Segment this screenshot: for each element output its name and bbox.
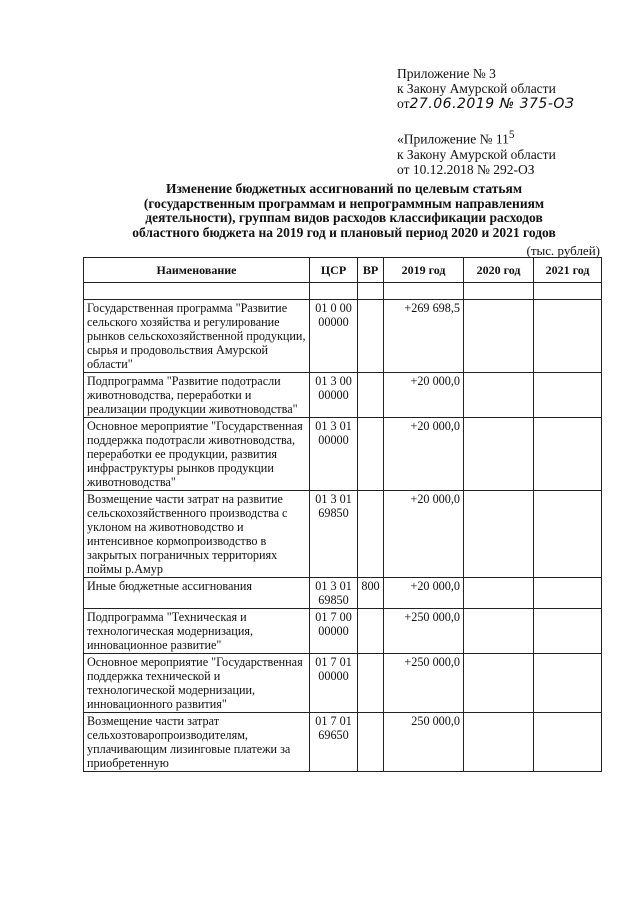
row-2021 [534,578,602,609]
appendix2-date: от 10.12.2018 № 292-ОЗ [397,161,535,177]
table-header-row [84,258,602,283]
units-label: (тыс. рублей) [526,243,600,258]
row-name: Подпрограмма "Развитие подотрасли животноводства, переработки и реализации продукции животноводства" [84,373,310,418]
row-vr [358,300,384,373]
row-2021 [534,609,602,654]
row-2020 [464,373,534,418]
row-2019: +250 000,0 [384,609,464,654]
row-name: Возмещение части затрат сельхозтоваропроизводителям, уплачивающим лизинговые платежи за приобретенную [84,713,310,772]
col-2019-header: 2019 год [384,258,464,283]
row-vr: 800 [358,578,384,609]
table-row [84,713,602,772]
row-csr: 01 7 01 00000 [310,654,358,713]
appendix-number: Приложение № 3 [397,66,496,81]
table-row [84,578,602,609]
handwritten-date: 27.06.2019 № 375-ОЗ [409,96,575,112]
row-2019: +269 698,5 [384,300,464,373]
row-2020 [464,578,534,609]
row-vr [358,713,384,772]
row-2019: +20 000,0 [384,418,464,491]
col-name-header: Наименование [84,258,310,283]
table-row [84,300,602,373]
row-2020 [464,713,534,772]
appendix-header-2 [397,128,556,177]
col-2021-header: 2021 год [534,258,602,283]
row-2019: +20 000,0 [384,373,464,418]
row-csr: 01 7 00 00000 [310,609,358,654]
appendix-date: от27.06.2019 № 375-ОЗ [397,96,575,112]
appendix2-law: к Закону Амурской области [397,146,556,162]
row-2019: +250 000,0 [384,654,464,713]
row-name: Иные бюджетные ассигнования [84,578,310,609]
row-csr: 01 7 01 69650 [310,713,358,772]
col-vr-header: ВР [358,258,384,283]
table-row [84,609,602,654]
row-2020 [464,491,534,578]
row-name: Основное мероприятие "Государственная поддержка подотрасли животноводства, переработки ее продукции, развития инфраструктуры рынков продукции животноводства" [84,418,310,491]
document-title: Изменение бюджетных ассигнований по целевым статьям (государственным программам и непрограммным направлениям деятельности), группам видов расходов классификации расходов областного бюджета на 2019 год и плановый период 2020 и 2021 годов [132,181,556,240]
row-name: Основное мероприятие "Государственная поддержка технической и технологической модернизации, инновационного развития" [84,654,310,713]
row-csr: 01 3 00 00000 [310,373,358,418]
row-vr [358,418,384,491]
row-name: Возмещение части затрат на развитие сельскохозяйственного производства с уклоном на животноводство и интенсивное кормопроизводство в закрытых пограничных территориях поймы р.Амур [84,491,310,578]
row-2021 [534,300,602,373]
row-2020 [464,300,534,373]
table-row [84,373,602,418]
appendix-header [397,66,574,112]
row-2021 [534,491,602,578]
row-vr [358,654,384,713]
row-2020 [464,609,534,654]
row-2021 [534,654,602,713]
row-csr: 01 3 01 00000 [310,418,358,491]
row-2020 [464,418,534,491]
row-csr: 01 3 01 69850 [310,491,358,578]
row-2019: +20 000,0 [384,491,464,578]
budget-table [83,257,602,772]
row-2020 [464,654,534,713]
appendix2-sup: 5 [508,129,515,141]
row-vr [358,609,384,654]
row-name: Подпрограмма "Техническая и технологическая модернизация, инновационное развитие" [84,609,310,654]
row-vr [358,373,384,418]
row-2021 [534,418,602,491]
col-csr-header: ЦСР [310,258,358,283]
row-2019: +20 000,0 [384,578,464,609]
appendix2-number: «Приложение № $11^5$ [397,129,515,147]
row-2019: 250 000,0 [384,713,464,772]
row-name: Государственная программа "Развитие сельского хозяйства и регулирование рынков сельскохозяйственной продукции, сырья и продовольствия Амурской области" [84,300,310,373]
spacer-row [84,283,602,300]
row-csr: 01 3 01 69850 [310,578,358,609]
col-2020-header: 2020 год [464,258,534,283]
row-2021 [534,713,602,772]
table-row [84,418,602,491]
table-row [84,654,602,713]
appendix-law: к Закону Амурской области [397,81,556,96]
row-vr [358,491,384,578]
table-row [84,491,602,578]
row-2021 [534,373,602,418]
row-csr: 01 0 00 00000 [310,300,358,373]
